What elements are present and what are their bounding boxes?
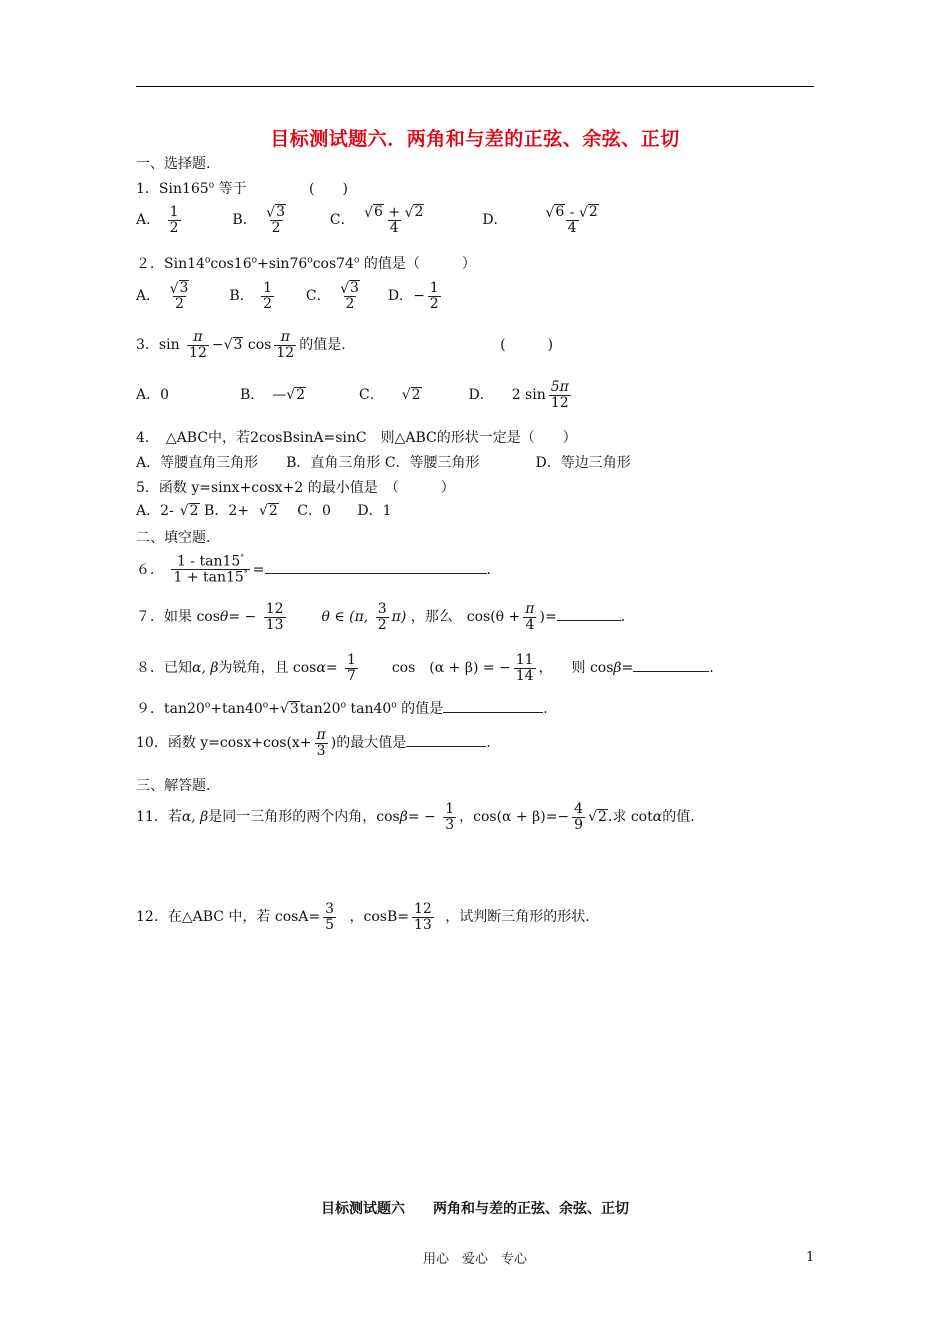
section-solve: 三、解答题. — [136, 778, 211, 794]
answer-blank-7[interactable] — [557, 606, 621, 621]
section-choice: 一、选择题. — [136, 156, 211, 172]
question-3-options: A．0 B． — √ 2 C． √ 2 D． 2 sin $\frac{5\pi}{12}$ — [136, 379, 569, 411]
page-title: 目标测试题六．两角和与差的正弦、余弦、正切 — [270, 128, 680, 150]
question-9: ９．$\tan 20^o+\tan 40^o+$ √ 3 tan20$^o$ tan40$^o$ 的值是 . — [136, 698, 548, 718]
question-4: 4． △ABC中，若2cosBsinA=sinC 则△ABC的形状一定是（ ） — [136, 430, 577, 446]
footer-title: 目标测试题六 两角和与差的正弦、余弦、正切 — [321, 1201, 629, 1217]
page-number: 1 — [806, 1250, 815, 1265]
question-5: 5．函数 y=sinx+cosx+2 的最小值是 （ ） — [136, 480, 455, 496]
question-6: ６． $\frac{1 - \tan 15^\circ}{1 + \tan 15^\circ}$ = . — [136, 553, 491, 586]
answer-blank-10[interactable] — [406, 732, 486, 747]
question-1-options: A． $\frac{1}{2}$ B． √ 3 2 C． √ 6 + √ 2 4 D． √ 6 - √ 2 4 — [136, 203, 598, 237]
question-5-options: A．2- √ 2 B．2+ √ 2 C．0 D．1 — [136, 502, 392, 519]
question-3: 3．sin $\frac{\pi}{12}$ − √ 3 cos $\frac{\pi}{12}$ 的值是. ( ) — [136, 329, 554, 361]
header-rule — [136, 86, 814, 87]
question-1: 1．Sin165$^o$ 等于 ( ) — [136, 180, 348, 197]
question-7: ７．如果 cosθ= − $\frac{12}{13}$ θ ∈ (π, $\frac{3}{2}$ π) ，那么 cos(θ + $\frac{\pi}{4}$ )= . — [136, 601, 626, 633]
question-2-options: A． √ 3 2 B． $\frac{1}{2}$ C． √ 3 2 D．− $\frac{1}{2}$ — [136, 279, 439, 313]
question-8: ８．已知α, β为锐角，且 cosα= $\frac{1}{7}$ cos (α + β) = − $\frac{11}{14}$ ， 则 cosβ= . — [136, 652, 714, 684]
question-12: 12．在△ABC 中，若 cosA= $\frac{3}{5}$ ，cosB= $\frac{12}{13}$ ，试判断三角形的形状. — [136, 901, 590, 933]
question-10: 10．函数 y=cosx+cos(x+ $\frac{\pi}{3}$ )的最大值是 . — [136, 727, 491, 759]
answer-blank-6[interactable] — [265, 559, 487, 574]
question-11: 11．若α, β是同一三角形的两个内角，cosβ= − $\frac{1}{3}$ ，cos(α + β)=− $\frac{4}{9}$ √ 2 .求 cotα的值. — [136, 801, 695, 833]
answer-blank-9[interactable] — [443, 698, 543, 713]
answer-blank-8[interactable] — [633, 657, 709, 672]
section-fill: 二、填空题. — [136, 530, 211, 546]
question-4-options: A．等腰直角三角形 B．直角三角形 C．等腰三角形 D．等边三角形 — [136, 455, 631, 471]
footer-slogan: 用心 爱心 专心 — [422, 1252, 527, 1267]
question-2: ２．$Sin14^o\cos 16^o+\sin 76^o\cos 74^o$ 的值是（ ） — [136, 255, 476, 272]
